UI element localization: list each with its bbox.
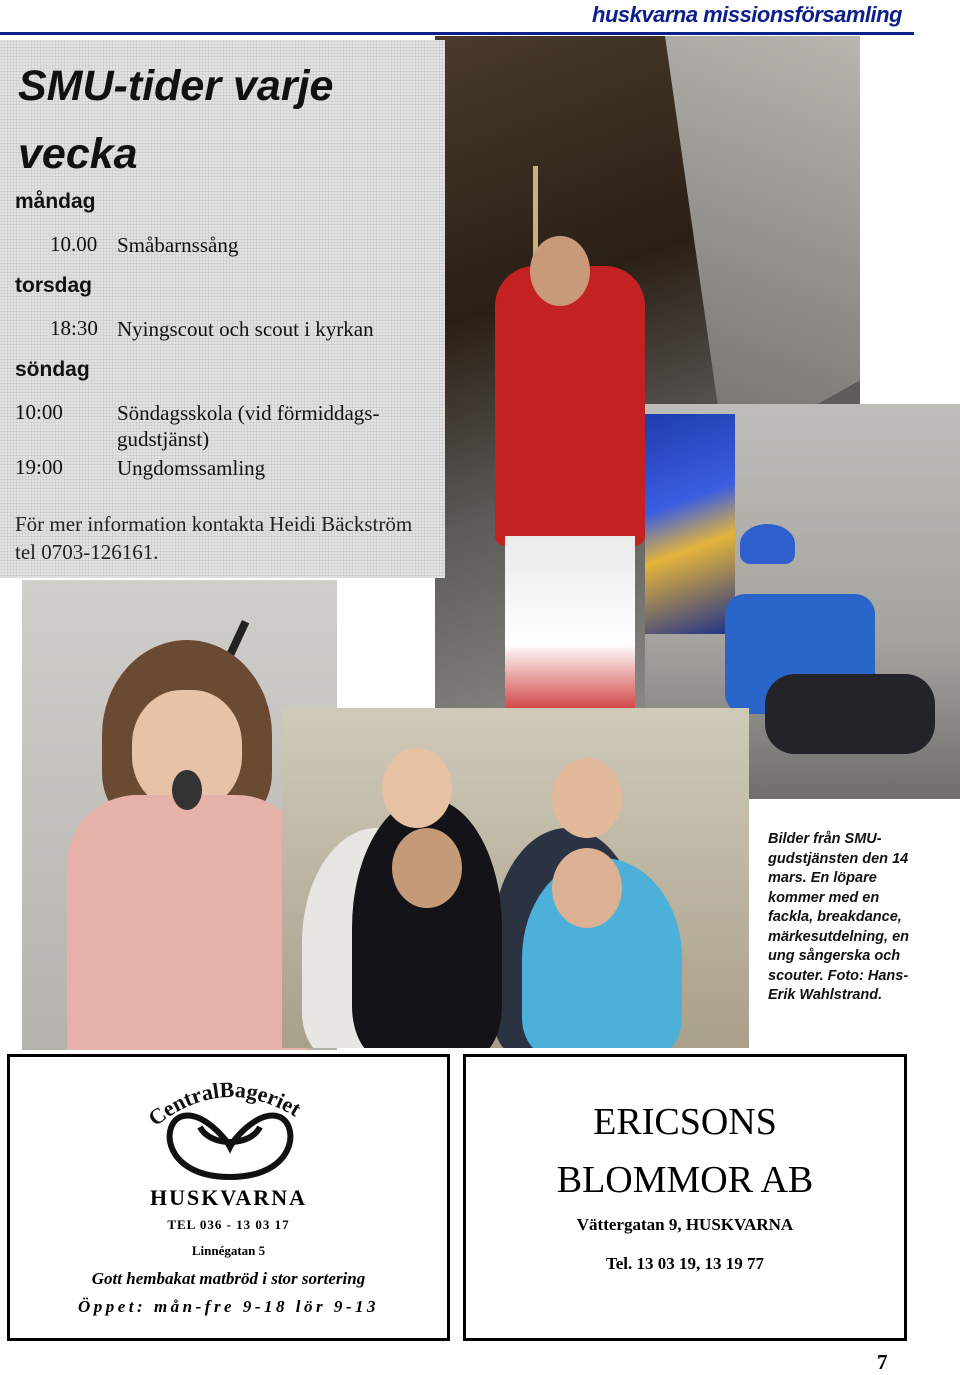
photo-scout-face — [382, 748, 452, 828]
flowers-ad — [463, 1054, 907, 1341]
bakery-address: Linnégatan 5 — [191, 1243, 266, 1258]
bakery-name: HUSKVARNA — [150, 1185, 307, 1210]
activity-monday: Småbarnssång — [117, 233, 239, 257]
bakery-logo — [140, 1067, 320, 1187]
activity-sunday-2: Ungdomssamling — [117, 456, 266, 480]
header-title: huskvarna missionsförsamling — [592, 2, 902, 27]
flowers-name-line1: ERICSONS — [593, 1101, 777, 1143]
photo-dancer-cap — [740, 524, 795, 564]
photo-scout-face — [552, 758, 622, 838]
time-sunday-1: 10:00 — [15, 400, 63, 424]
flowers-name-line2: BLOMMOR AB — [556, 1159, 814, 1201]
contact-info: För mer information kontakta Heidi Bäckström tel 0703-126161. — [15, 512, 413, 564]
bakery-hours: Öppet: mån-fre 9-18 lör 9-13 — [77, 1297, 380, 1316]
photo-stained-glass — [645, 414, 735, 634]
photo-runner-head — [530, 236, 590, 306]
bakery-logo-text: CentralBageriet — [143, 1076, 306, 1131]
photo-scout-face — [392, 828, 462, 908]
photo-scout-face — [552, 848, 622, 928]
flowers-address: Vättergatan 9, HUSKVARNA — [576, 1215, 794, 1234]
time-sunday-2: 19:00 — [15, 455, 63, 479]
day-thursday: torsdag — [15, 274, 93, 297]
bakery-slogan: Gott hembakat matbröd i stor sortering — [91, 1269, 366, 1288]
day-sunday: söndag — [15, 358, 90, 381]
bakery-tel: TEL 036 - 13 03 17 — [167, 1217, 290, 1232]
photo-runner-legs — [505, 536, 635, 716]
microphone-icon — [172, 770, 202, 810]
activity-thursday: Nyingscout och scout i kyrkan — [117, 317, 374, 341]
photo-dancer-pants — [765, 674, 935, 754]
photo-caption: Bilder från SMU-gudstjänsten den 14 mars. En löpare kommer med en fackla, breakdance, märkesutdelning, en ung sångerska och scouter. Foto: Hans-Erik Wahlstrand. — [768, 831, 910, 1003]
header-rule — [0, 32, 914, 35]
time-monday: 10.00 — [50, 232, 98, 256]
bakery-ad — [7, 1054, 450, 1341]
photo-runner-shirt — [495, 266, 645, 546]
page-number: 7 — [877, 1350, 888, 1374]
photo-scouts — [282, 708, 749, 1048]
time-thursday: 18:30 — [50, 316, 98, 340]
schedule-title: SMU-tider varje vecka — [18, 62, 334, 178]
day-monday: måndag — [15, 190, 96, 213]
photo-singer-sweater — [67, 795, 307, 1050]
flowers-tel: Tel. 13 03 19, 13 19 77 — [605, 1254, 765, 1273]
pretzel-icon — [170, 1116, 291, 1177]
activity-sunday-1: Söndagsskola (vid förmiddags-gudstjänst) — [117, 401, 380, 451]
